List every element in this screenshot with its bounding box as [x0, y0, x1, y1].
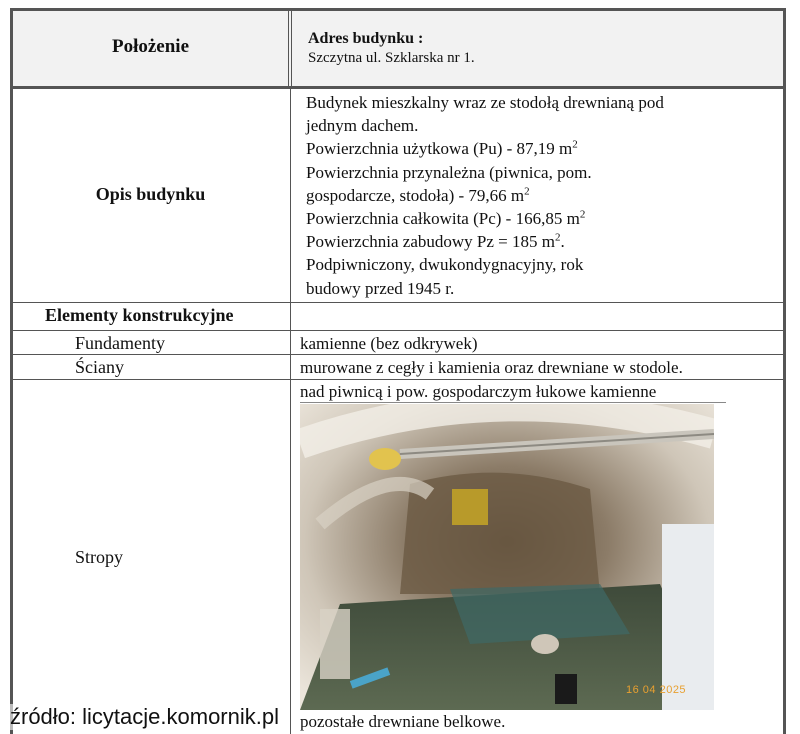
description-line: jednym dachem.: [306, 116, 419, 136]
ceilings-label: Stropy: [75, 547, 124, 567]
address-title: Adres budynku :: [308, 30, 424, 47]
header-bottom-border: [10, 86, 786, 89]
walls-label: Ściany: [75, 357, 124, 377]
location-label: Położenie: [111, 36, 190, 57]
basement-photo: [300, 404, 714, 710]
column-divider: [290, 89, 291, 734]
row-divider: [13, 330, 783, 331]
description-line: Budynek mieszkalny wraz ze stodołą drewnianą pod: [306, 93, 664, 112]
foundation-label: Fundamenty: [75, 333, 165, 353]
elements-label: Elementy konstrukcyjne: [45, 305, 234, 325]
header-top-border: [10, 8, 786, 11]
description-line: Powierzchnia przynależna (piwnica, pom.: [306, 162, 592, 182]
row-divider: [13, 379, 783, 380]
description-line: gospodarcze, stodoła) - 79,66 $m^2$: [306, 185, 530, 205]
header-column-divider: [288, 8, 292, 89]
building-description: [306, 91, 664, 300]
description-line: Powierzchnia całkowita (Pc) - 166,85 $m^2$: [306, 208, 586, 229]
description-label: Opis budynku: [95, 184, 206, 204]
row-divider: [13, 302, 783, 303]
description-line: budowy przed 1945 r.: [306, 278, 455, 298]
description-line: Powierzchnia użytkowa (Pu) - 87,19 $m^2$: [306, 138, 578, 159]
description-line: Podpiwniczony, dwukondygnacyjny, rok: [306, 255, 584, 275]
row-divider: [13, 354, 783, 355]
photo-date-stamp: 16 04 2025: [626, 684, 687, 696]
ceilings-other-value: pozostałe drewniane belkowe.: [300, 712, 506, 731]
foundation-value: kamienne (bez odkrywek): [300, 334, 478, 353]
ceilings-underline: [300, 402, 726, 403]
description-line: Powierzchnia zabudowy Pz = 185 $m^2$.: [306, 231, 565, 252]
ceilings-value: nad piwnicą i pow. gospodarczym łukowe kamienne: [300, 382, 657, 401]
walls-value: murowane z cegły i kamienia oraz drewniane w stodole.: [300, 358, 683, 377]
address-value: Szczytna ul. Szklarska nr 1.: [308, 50, 475, 66]
source-credit: źródło: licytacje.komornik.pl: [10, 704, 279, 729]
